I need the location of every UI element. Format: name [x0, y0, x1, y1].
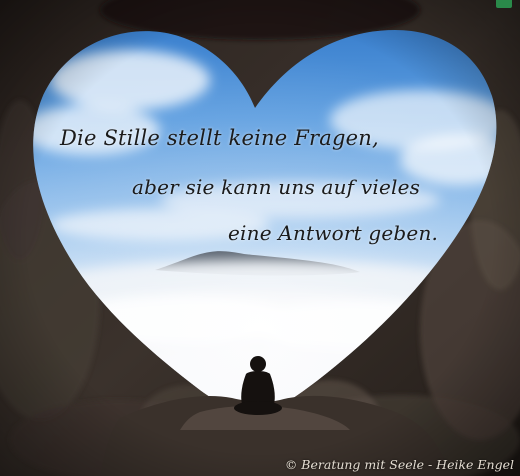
quote-line-3: eine Antwort geben. — [228, 221, 439, 245]
copyright-watermark: © Beratung mit Seele - Heike Engel — [284, 457, 514, 472]
quote-line-1: Die Stille stellt keine Fragen, — [60, 126, 379, 150]
quote-line-2: aber sie kann uns auf vieles — [132, 175, 421, 199]
corner-badge — [496, 0, 512, 8]
